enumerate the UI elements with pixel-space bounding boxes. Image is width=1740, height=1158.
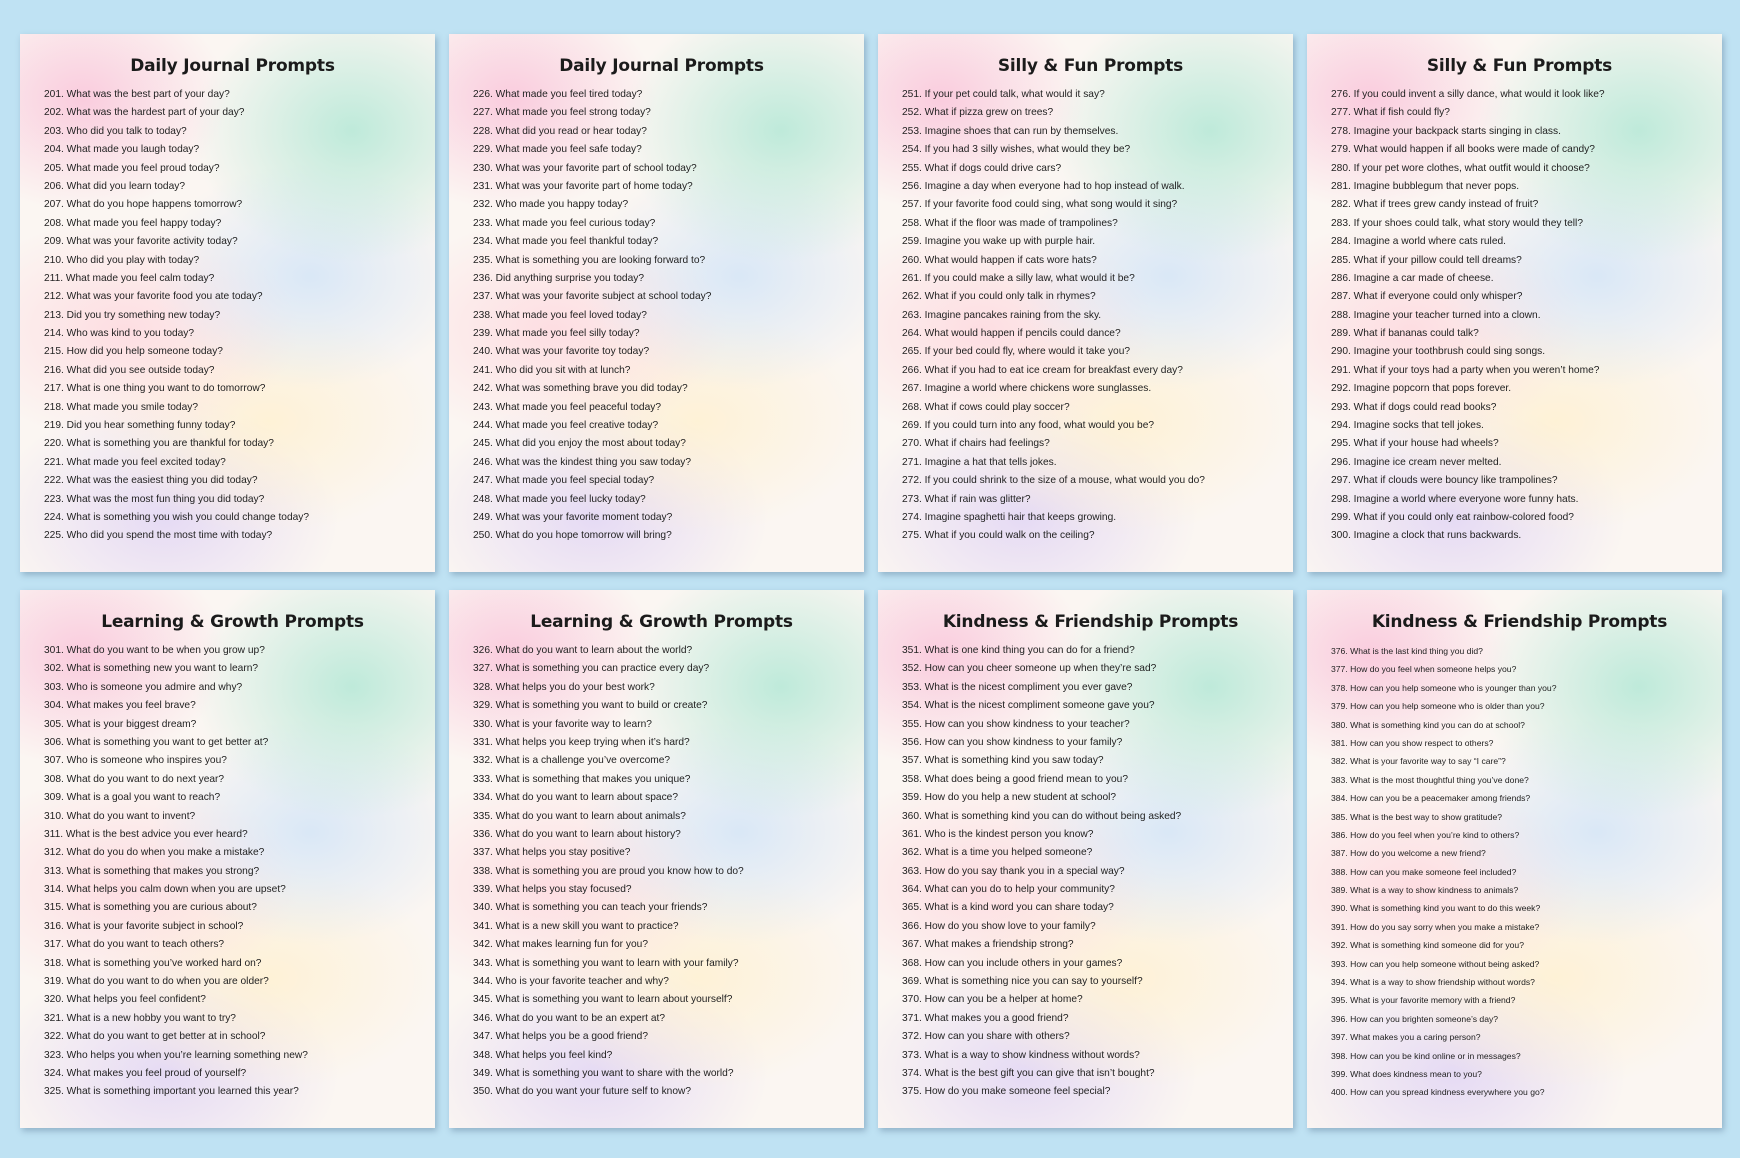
prompt-item: 289. What if bananas could talk? <box>1331 328 1479 340</box>
prompt-item: 293. What if dogs could read books? <box>1331 401 1497 413</box>
prompt-item: 288. Imagine your teacher turned into a clown. <box>1331 309 1541 321</box>
prompt-item: 379. How can you help someone who is older than you? <box>1331 701 1545 712</box>
prompt-item: 318. What is something you’ve worked hard on? <box>44 957 262 969</box>
prompt-item: 265. If your bed could fly, where would it take you? <box>902 346 1131 358</box>
prompt-item: 320. What helps you feel confident? <box>44 994 206 1006</box>
prompt-item: 251. If your pet could talk, what would it say? <box>902 89 1105 100</box>
prompt-item: 217. What is one thing you want to do tomorrow? <box>44 383 266 395</box>
prompt-item: 249. What was your favorite moment today? <box>473 511 673 523</box>
prompt-item: 305. What is your biggest dream? <box>44 718 197 730</box>
prompt-item: 235. What is something you are looking forward to? <box>473 254 706 266</box>
page-title: Silly & Fun Prompts <box>1426 56 1613 76</box>
prompt-item: 340. What is something you can teach your friends? <box>473 902 708 914</box>
prompt-item: 233. What made you feel curious today? <box>473 217 656 229</box>
prompt-item: 295. What if your house had wheels? <box>1331 438 1499 450</box>
prompt-item: 210. Who did you play with today? <box>44 254 200 266</box>
prompt-item: 258. What if the floor was made of trampolines? <box>902 217 1118 229</box>
prompt-item: 341. What is a new skill you want to practice? <box>473 920 679 932</box>
prompt-item: 369. What is something nice you can say to yourself? <box>902 976 1143 988</box>
prompt-item: 267. Imagine a world where chickens wore sunglasses. <box>902 383 1152 395</box>
prompt-list <box>473 86 850 546</box>
prompt-item: 280. If your pet wore clothes, what outfit would it choose? <box>1331 162 1590 174</box>
prompt-item: 332. What is a challenge you’ve overcome? <box>473 755 671 767</box>
prompt-item: 377. How do you feel when someone helps you? <box>1331 664 1517 675</box>
prompt-item: 205. What made you feel proud today? <box>44 162 220 174</box>
prompt-item: 349. What is something you want to share with the world? <box>473 1067 734 1079</box>
prompt-item: 221. What made you feel excited today? <box>44 456 226 468</box>
prompt-item: 216. What did you see outside today? <box>44 364 215 376</box>
prompt-item: 308. What do you want to do next year? <box>44 773 225 785</box>
prompt-item: 367. What makes a friendship strong? <box>902 939 1074 951</box>
prompt-item: 342. What makes learning fun for you? <box>473 939 648 951</box>
prompt-item: 240. What was your favorite toy today? <box>473 346 650 358</box>
prompt-item: 338. What is something you are proud you know how to do? <box>473 865 744 877</box>
prompt-item: 343. What is something you want to learn with your family? <box>473 957 739 969</box>
prompt-item: 234. What made you feel thankful today? <box>473 236 659 248</box>
prompt-item: 276. If you could invent a silly dance, what would it look like? <box>1331 89 1605 100</box>
prompt-item: 307. Who is someone who inspires you? <box>44 755 227 767</box>
prompt-item: 317. What do you want to teach others? <box>44 939 225 951</box>
prompt-item: 223. What was the most fun thing you did today? <box>44 493 265 505</box>
prompt-item: 356. How can you show kindness to your family? <box>902 736 1123 748</box>
prompt-item: 264. What would happen if pencils could dance? <box>902 328 1121 340</box>
prompt-item: 284. Imagine a world where cats ruled. <box>1331 236 1506 248</box>
prompt-item: 371. What makes you a good friend? <box>902 1012 1069 1024</box>
prompt-item: 314. What helps you calm down when you are upset? <box>44 884 286 896</box>
prompt-item: 319. What do you want to do when you are older? <box>44 976 269 988</box>
prompt-item: 268. What if cows could play soccer? <box>902 401 1070 413</box>
prompt-list <box>44 86 421 546</box>
prompt-item: 248. What made you feel lucky today? <box>473 493 646 505</box>
prompt-item: 301. What do you want to be when you grow up? <box>44 645 265 656</box>
prompt-item: 354. What is the nicest compliment someone gave you? <box>902 700 1155 712</box>
prompt-item: 310. What do you want to invent? <box>44 810 196 822</box>
prompt-item: 352. How can you cheer someone up when they’re sad? <box>902 663 1157 675</box>
prompt-item: 380. What is something kind you can do at school? <box>1331 719 1525 730</box>
prompt-item: 209. What was your favorite activity today? <box>44 236 238 248</box>
prompt-item: 347. What helps you be a good friend? <box>473 1031 649 1043</box>
prompt-item: 239. What made you feel silly today? <box>473 328 640 340</box>
prompt-item: 368. How can you include others in your games? <box>902 957 1123 969</box>
prompt-item: 346. What do you want to be an expert at? <box>473 1012 665 1024</box>
prompt-item: 203. Who did you talk to today? <box>44 125 187 137</box>
prompt-item: 361. Who is the kindest person you know? <box>902 828 1094 840</box>
prompt-item: 273. What if rain was glitter? <box>902 493 1031 505</box>
prompt-item: 360. What is something kind you can do without being asked? <box>902 810 1182 822</box>
prompt-item: 290. Imagine your toothbrush could sing songs. <box>1331 346 1546 358</box>
prompt-item: 256. Imagine a day when everyone had to hop instead of walk. <box>902 180 1185 192</box>
prompt-item: 285. What if your pillow could tell dreams? <box>1331 254 1522 266</box>
page-title: Daily Journal Prompts <box>559 56 764 76</box>
prompt-item: 382. What is your favorite way to say “I care”? <box>1331 756 1506 767</box>
prompt-item: 323. Who helps you when you’re learning something new? <box>44 1049 308 1061</box>
prompt-item: 226. What made you feel tired today? <box>473 89 643 100</box>
prompt-item: 330. What is your favorite way to learn? <box>473 718 652 730</box>
page-title: Kindness & Friendship Prompts <box>1371 612 1668 632</box>
prompt-item: 296. Imagine ice cream never melted. <box>1331 456 1502 468</box>
prompt-page-6 <box>449 590 864 1128</box>
prompt-item: 204. What made you laugh today? <box>44 144 200 156</box>
prompt-item: 207. What do you hope happens tomorrow? <box>44 199 243 211</box>
prompt-item: 357. What is something kind you saw today? <box>902 755 1104 767</box>
prompt-page-4 <box>1307 34 1722 572</box>
prompt-item: 236. Did anything surprise you today? <box>473 272 645 284</box>
prompt-item: 326. What do you want to learn about the world? <box>473 645 693 656</box>
prompt-item: 231. What was your favorite part of home today? <box>473 180 693 192</box>
prompt-item: 309. What is a goal you want to reach? <box>44 792 221 804</box>
prompt-item: 291. What if your toys had a party when you weren’t home? <box>1331 364 1600 376</box>
prompt-item: 322. What do you want to get better at in school? <box>44 1031 266 1043</box>
prompt-item: 252. What if pizza grew on trees? <box>902 107 1054 119</box>
prompt-item: 365. What is a kind word you can share today? <box>902 902 1114 914</box>
prompt-item: 315. What is something you are curious about? <box>44 902 257 914</box>
prompt-item: 279. What would happen if all books were made of candy? <box>1331 144 1595 156</box>
prompt-item: 391. How do you say sorry when you make a mistake? <box>1331 921 1540 932</box>
prompt-item: 261. If you could make a silly law, what would it be? <box>902 272 1135 284</box>
prompt-item: 385. What is the best way to show gratitude? <box>1331 811 1503 822</box>
prompt-item: 228. What did you read or hear today? <box>473 125 647 137</box>
page-title: Kindness & Friendship Prompts <box>942 612 1239 632</box>
prompt-item: 243. What made you feel peaceful today? <box>473 401 662 413</box>
prompt-item: 313. What is something that makes you strong? <box>44 865 260 877</box>
prompt-item: 232. Who made you happy today? <box>473 199 629 211</box>
prompt-item: 206. What did you learn today? <box>44 180 186 192</box>
prompt-item: 303. Who is someone you admire and why? <box>44 681 243 693</box>
prompt-item: 213. Did you try something new today? <box>44 309 221 321</box>
prompt-item: 366. How do you show love to your family? <box>902 920 1096 932</box>
prompt-item: 363. How do you say thank you in a special way? <box>902 865 1125 877</box>
prompt-item: 202. What was the hardest part of your day? <box>44 107 245 119</box>
prompt-item: 321. What is a new hobby you want to try? <box>44 1012 236 1024</box>
prompt-item: 247. What made you feel special today? <box>473 475 655 487</box>
prompt-item: 254. If you had 3 silly wishes, what would they be? <box>902 144 1131 156</box>
prompt-item: 302. What is something new you want to learn? <box>44 663 259 675</box>
page-title: Silly & Fun Prompts <box>997 56 1184 76</box>
prompt-item: 376. What is the last kind thing you did? <box>1331 646 1483 656</box>
prompt-page-5 <box>20 590 435 1128</box>
prompt-page-2 <box>449 34 864 572</box>
prompt-item: 227. What made you feel strong today? <box>473 107 651 119</box>
prompt-item: 257. If your favorite food could sing, what song would it sing? <box>902 199 1178 211</box>
prompt-item: 306. What is something you want to get better at? <box>44 736 269 748</box>
prompt-item: 246. What was the kindest thing you saw today? <box>473 456 692 468</box>
prompt-item: 388. How can you make someone feel included? <box>1331 866 1517 877</box>
prompt-item: 334. What do you want to learn about space? <box>473 792 679 804</box>
prompt-item: 345. What is something you want to learn about yourself? <box>473 994 733 1006</box>
prompt-item: 294. Imagine socks that tell jokes. <box>1331 420 1484 432</box>
prompt-item: 222. What was the easiest thing you did today? <box>44 475 258 487</box>
prompt-item: 327. What is something you can practice every day? <box>473 663 710 675</box>
prompt-item: 237. What was your favorite subject at school today? <box>473 291 712 303</box>
prompt-item: 250. What do you hope tomorrow will bring? <box>473 530 672 542</box>
prompt-item: 211. What made you feel calm today? <box>44 272 215 284</box>
prompt-item: 374. What is the best gift you can give that isn’t bought? <box>902 1067 1155 1079</box>
prompt-item: 344. Who is your favorite teacher and why? <box>473 976 669 988</box>
prompt-item: 312. What do you do when you make a mistake? <box>44 847 265 859</box>
prompt-item: 372. How can you share with others? <box>902 1031 1070 1043</box>
prompt-item: 348. What helps you feel kind? <box>473 1049 613 1061</box>
prompt-item: 269. If you could turn into any food, what would you be? <box>902 420 1155 432</box>
prompt-item: 398. How can you be kind online or in messages? <box>1331 1050 1521 1061</box>
prompt-item: 271. Imagine a hat that tells jokes. <box>902 456 1057 468</box>
prompt-item: 350. What do you want your future self to know? <box>473 1086 692 1098</box>
prompt-item: 224. What is something you wish you could change today? <box>44 511 310 523</box>
prompt-item: 212. What was your favorite food you ate today? <box>44 291 263 303</box>
prompt-item: 311. What is the best advice you ever heard? <box>44 828 248 840</box>
prompt-item: 364. What can you do to help your community? <box>902 884 1115 896</box>
prompt-item: 230. What was your favorite part of school today? <box>473 162 697 174</box>
prompt-item: 328. What helps you do your best work? <box>473 681 655 693</box>
prompt-page-8 <box>1307 590 1722 1128</box>
prompt-item: 358. What does being a good friend mean to you? <box>902 773 1128 785</box>
prompt-item: 383. What is the most thoughtful thing you’ve done? <box>1331 774 1529 785</box>
prompt-item: 299. What if you could only eat rainbow-colored food? <box>1331 511 1574 523</box>
prompt-item: 381. How can you show respect to others? <box>1331 737 1494 748</box>
prompt-item: 333. What is something that makes you unique? <box>473 773 691 785</box>
prompt-item: 324. What makes you feel proud of yourself? <box>44 1067 247 1079</box>
prompt-list <box>473 642 850 1102</box>
prompt-list <box>1331 642 1708 1102</box>
prompt-item: 394. What is a way to show friendship without words? <box>1331 977 1535 988</box>
prompt-item: 242. What was something brave you did today? <box>473 383 688 395</box>
prompt-item: 335. What do you want to learn about animals? <box>473 810 686 822</box>
prompt-item: 263. Imagine pancakes raining from the sky. <box>902 309 1102 321</box>
prompt-item: 292. Imagine popcorn that pops forever. <box>1331 383 1512 395</box>
prompt-item: 336. What do you want to learn about history? <box>473 828 681 840</box>
prompt-page-7 <box>878 590 1293 1128</box>
prompt-item: 298. Imagine a world where everyone wore funny hats. <box>1331 493 1579 505</box>
prompt-item: 266. What if you had to eat ice cream for breakfast every day? <box>902 364 1183 376</box>
prompt-item: 225. Who did you spend the most time with today? <box>44 530 273 542</box>
prompt-page-1 <box>20 34 435 572</box>
prompt-item: 355. How can you show kindness to your teacher? <box>902 718 1130 730</box>
prompt-item: 260. What would happen if cats wore hats? <box>902 254 1097 266</box>
prompt-page-3 <box>878 34 1293 572</box>
prompt-item: 214. Who was kind to you today? <box>44 328 195 340</box>
prompt-item: 300. Imagine a clock that runs backwards. <box>1331 530 1522 542</box>
prompt-item: 362. What is a time you helped someone? <box>902 847 1093 859</box>
prompt-item: 297. What if clouds were bouncy like trampolines? <box>1331 475 1558 487</box>
prompt-item: 262. What if you could only talk in rhymes? <box>902 291 1096 303</box>
prompt-item: 259. Imagine you wake up with purple hair. <box>902 236 1096 248</box>
prompt-item: 208. What made you feel happy today? <box>44 217 222 229</box>
prompt-item: 395. What is your favorite memory with a friend? <box>1331 995 1516 1006</box>
prompt-item: 373. What is a way to show kindness without words? <box>902 1049 1140 1061</box>
prompt-item: 329. What is something you want to build or create? <box>473 700 708 712</box>
prompt-item: 245. What did you enjoy the most about today? <box>473 438 686 450</box>
prompt-item: 275. What if you could walk on the ceiling? <box>902 530 1095 542</box>
prompt-item: 331. What helps you keep trying when it’s hard? <box>473 736 690 748</box>
prompt-item: 375. How do you make someone feel special? <box>902 1086 1111 1098</box>
prompt-item: 253. Imagine shoes that can run by themselves. <box>902 125 1119 137</box>
prompt-item: 325. What is something important you learned this year? <box>44 1086 299 1098</box>
prompt-item: 229. What made you feel safe today? <box>473 144 642 156</box>
prompt-list <box>902 86 1279 546</box>
page-title: Daily Journal Prompts <box>130 56 335 76</box>
prompt-item: 396. How can you brighten someone’s day? <box>1331 1013 1499 1024</box>
prompt-item: 241. Who did you sit with at lunch? <box>473 364 631 376</box>
prompt-item: 351. What is one kind thing you can do for a friend? <box>902 645 1135 656</box>
prompt-item: 397. What makes you a caring person? <box>1331 1032 1481 1043</box>
prompt-item: 384. How can you be a peacemaker among friends? <box>1331 793 1531 804</box>
prompt-item: 287. What if everyone could only whisper? <box>1331 291 1523 303</box>
prompt-item: 387. How do you welcome a new friend? <box>1331 848 1486 859</box>
prompt-item: 304. What makes you feel brave? <box>44 700 196 712</box>
prompt-item: 390. What is something kind you want to do this week? <box>1331 903 1541 914</box>
prompt-list <box>902 642 1279 1102</box>
prompt-item: 215. How did you help someone today? <box>44 346 223 358</box>
prompt-item: 281. Imagine bubblegum that never pops. <box>1331 180 1520 192</box>
prompt-item: 272. If you could shrink to the size of a mouse, what would you do? <box>902 475 1205 487</box>
prompt-item: 393. How can you help someone without being asked? <box>1331 958 1540 969</box>
prompt-item: 270. What if chairs had feelings? <box>902 438 1050 450</box>
prompt-item: 219. Did you hear something funny today? <box>44 420 236 432</box>
prompt-item: 339. What helps you stay focused? <box>473 884 632 896</box>
prompt-list <box>44 642 421 1102</box>
prompt-item: 399. What does kindness mean to you? <box>1331 1068 1482 1079</box>
prompt-item: 400. How can you spread kindness everywhere you go? <box>1331 1087 1545 1098</box>
prompt-item: 244. What made you feel creative today? <box>473 420 659 432</box>
prompt-item: 274. Imagine spaghetti hair that keeps growing. <box>902 511 1117 523</box>
page-title: Learning & Growth Prompts <box>101 612 364 632</box>
prompt-item: 370. How can you be a helper at home? <box>902 994 1083 1006</box>
prompt-item: 337. What helps you stay positive? <box>473 847 631 859</box>
prompt-item: 359. How do you help a new student at school? <box>902 792 1117 804</box>
prompt-item: 389. What is a way to show kindness to animals? <box>1331 885 1519 896</box>
page-title: Learning & Growth Prompts <box>530 612 793 632</box>
prompt-item: 220. What is something you are thankful for today? <box>44 438 274 450</box>
prompt-item: 238. What made you feel loved today? <box>473 309 647 321</box>
prompt-item: 378. How can you help someone who is younger than you? <box>1331 682 1557 693</box>
prompt-item: 201. What was the best part of your day? <box>44 89 230 100</box>
prompt-item: 392. What is something kind someone did for you? <box>1331 940 1524 951</box>
prompt-item: 278. Imagine your backpack starts singing in class. <box>1331 125 1561 137</box>
prompt-item: 218. What made you smile today? <box>44 401 199 413</box>
prompt-item: 286. Imagine a car made of cheese. <box>1331 272 1494 284</box>
prompt-item: 282. What if trees grew candy instead of fruit? <box>1331 199 1539 211</box>
prompt-item: 283. If your shoes could talk, what story would they tell? <box>1331 217 1583 229</box>
prompt-item: 353. What is the nicest compliment you ever gave? <box>902 681 1133 693</box>
prompt-list <box>1331 86 1708 546</box>
prompt-item: 255. What if dogs could drive cars? <box>902 162 1062 174</box>
prompt-item: 386. How do you feel when you’re kind to others? <box>1331 829 1520 840</box>
prompt-item: 316. What is your favorite subject in school? <box>44 920 244 932</box>
prompt-item: 277. What if fish could fly? <box>1331 107 1450 119</box>
